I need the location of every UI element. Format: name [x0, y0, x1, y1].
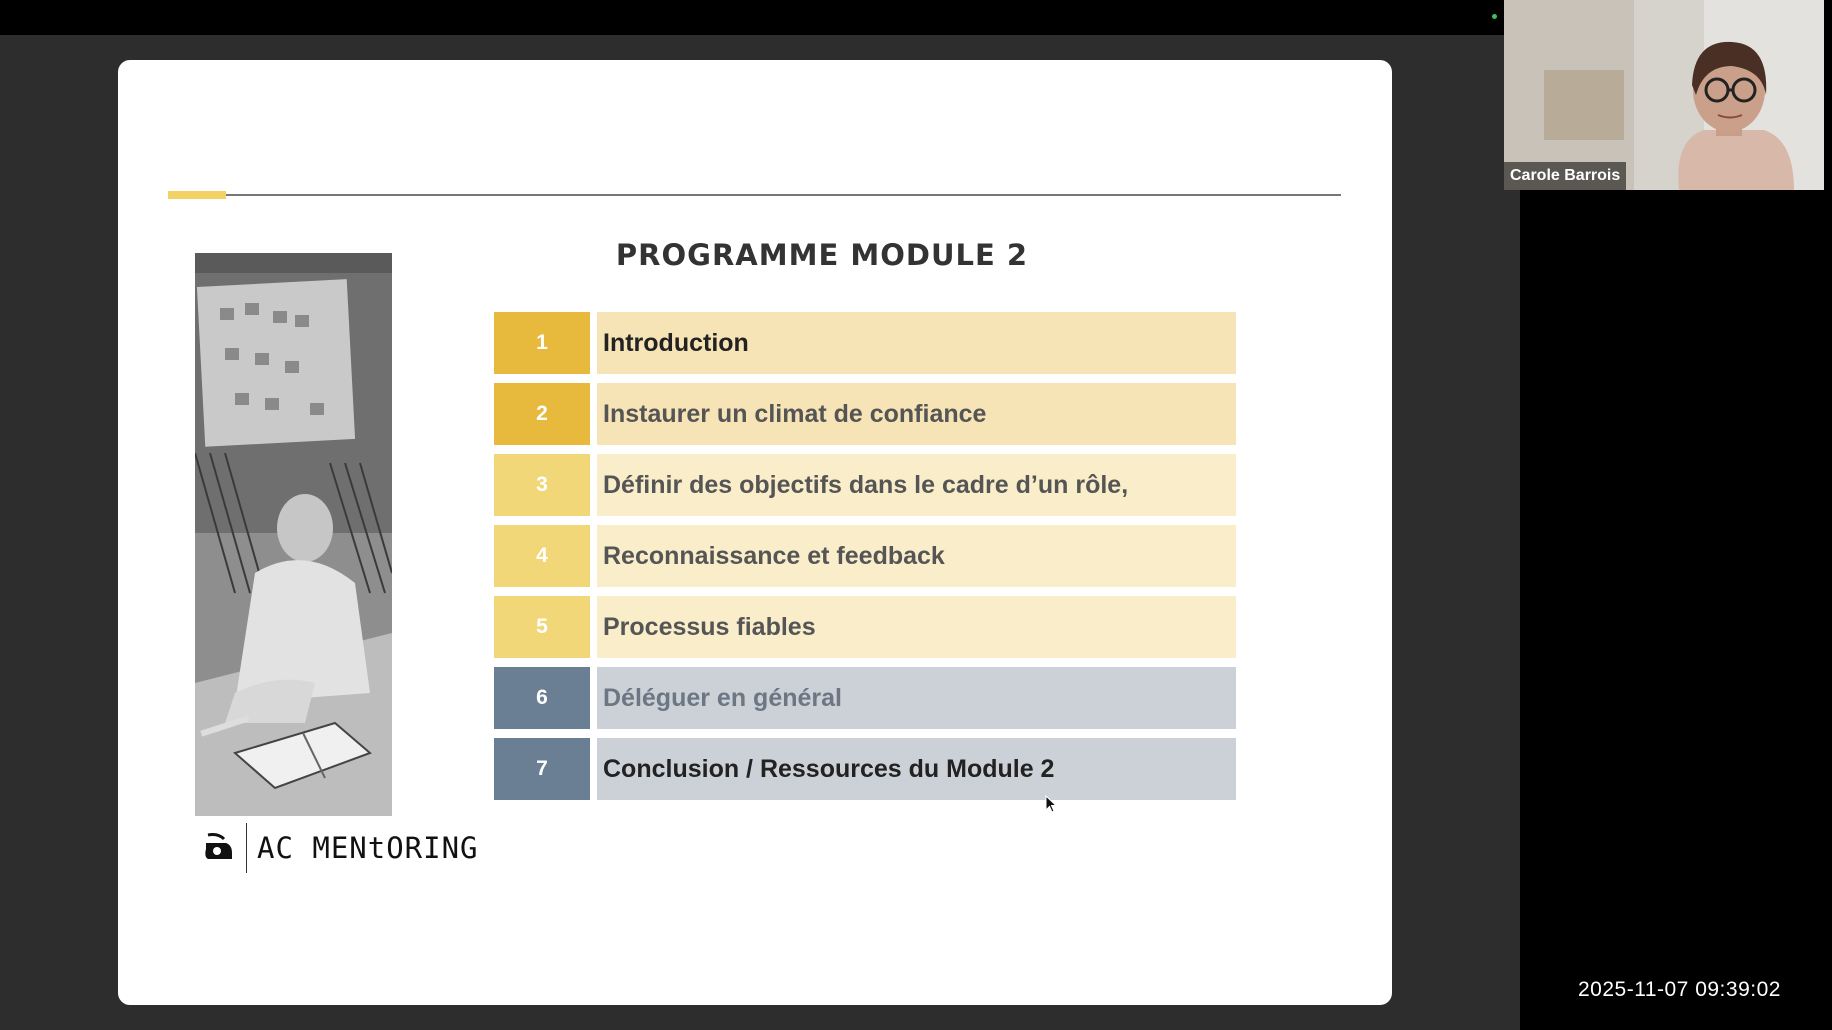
agenda-item-number: 3 [494, 454, 590, 516]
agenda-item [494, 596, 1236, 658]
agenda-item-number: 2 [494, 383, 590, 445]
recording-indicator-icon [1492, 14, 1497, 19]
agenda-item-label: Conclusion / Ressources du Module 2 [597, 738, 1236, 800]
logo-text: AC MENtORING [257, 831, 479, 865]
agenda-list [494, 312, 1236, 809]
agenda-item-label: Processus fiables [597, 596, 1236, 658]
presentation-slide [118, 60, 1392, 1005]
agenda-item-label: Reconnaissance et feedback [597, 525, 1236, 587]
agenda-item-number: 5 [494, 596, 590, 658]
agenda-item [494, 312, 1236, 374]
agenda-item [494, 667, 1236, 729]
header-rule [168, 194, 1341, 196]
participant-video-tile[interactable] [1504, 0, 1824, 190]
participant-name: Carole Barrois [1504, 162, 1626, 190]
agenda-item [494, 738, 1236, 800]
agenda-item-number: 7 [494, 738, 590, 800]
slide-title: PROGRAMME MODULE 2 [615, 238, 1029, 272]
agenda-item-label: Déléguer en général [597, 667, 1236, 729]
logo-separator [246, 823, 247, 873]
agenda-item-number: 1 [494, 312, 590, 374]
agenda-item [494, 454, 1236, 516]
agenda-item [494, 525, 1236, 587]
mouse-cursor-icon [1045, 795, 1057, 813]
agenda-item [494, 383, 1236, 445]
slide-photo [195, 253, 392, 816]
header-rule-accent [168, 191, 226, 199]
agenda-item-label: Introduction [597, 312, 1236, 374]
agenda-item-label: Définir des objectifs dans le cadre d’un rôle, [597, 454, 1236, 516]
agenda-item-label: Instaurer un climat de confiance [597, 383, 1236, 445]
logo-mark-icon [202, 831, 236, 865]
timestamp: 2025-11-07 09:39:02 [1578, 978, 1781, 1001]
company-logo [202, 822, 479, 874]
agenda-item-number: 4 [494, 525, 590, 587]
agenda-item-number: 6 [494, 667, 590, 729]
